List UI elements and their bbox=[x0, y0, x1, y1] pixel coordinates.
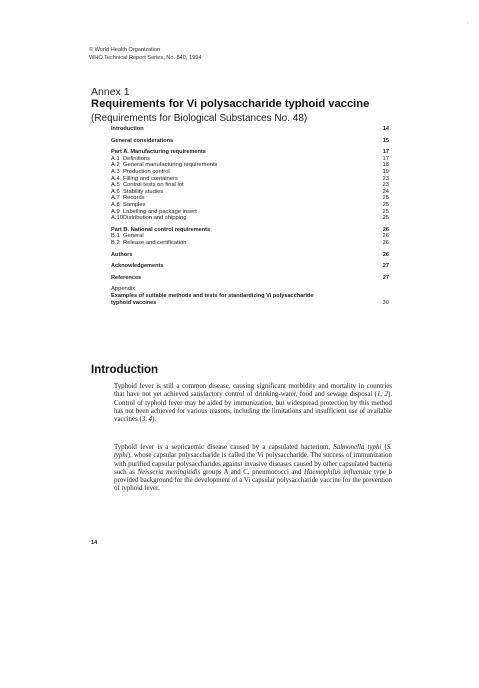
toc-entry-page: 17 bbox=[382, 149, 389, 156]
toc-entry-label: Authors bbox=[111, 251, 133, 258]
toc-entry-label: References bbox=[111, 274, 142, 281]
table-of-contents bbox=[111, 126, 389, 307]
toc-entry-page: 14 bbox=[382, 126, 389, 132]
annex-title bbox=[91, 98, 411, 125]
toc-entry bbox=[111, 263, 389, 270]
toc-entry-number: A.8 bbox=[111, 201, 120, 208]
toc-entry bbox=[111, 233, 389, 240]
appendix-title-line2: typhoid vaccines bbox=[111, 300, 157, 307]
toc-entry bbox=[111, 195, 389, 202]
toc-entry-label: Part A. Manufacturing requirements bbox=[111, 149, 206, 156]
toc-entry-page: 18 bbox=[382, 162, 389, 169]
toc-appendix bbox=[111, 286, 389, 307]
toc-entry-page: 23 bbox=[382, 182, 389, 189]
body-paragraph-2: Typhoid fever is a septicaemic disease caused by a capsulated bacterium, Salmonella typhi (S. typhi), whose capsular polysaccharide is called the Vi polysaccharide. The success of immunization with purified capsular polysaccharides against invasive diseases caused by other capsulated bacteria such as Neisseria meningitidis groups A and C, pneumococci and Haemophilus influenzae type b provided background for the development of a Vi capsular polysaccharide vaccine for the prevention of typhoid fever. bbox=[114, 444, 392, 493]
body-paragraph-1: Typhoid fever is still a common disease, causing significant morbidity and mortality in countries that have not yet achieved satisfactory control of drinking-water, food and sewage disposal (1, 2). Control of typhoid fever may be aided by immunization, but widespread protection by this method has not been achieved for various reasons, including the limitations and insufficient use of available vaccines (3, 4). bbox=[114, 383, 392, 424]
annex-title-text: Requirements for Vi polysaccharide typhoid vaccine bbox=[91, 98, 370, 110]
toc-entry-page: 17 bbox=[382, 155, 389, 162]
annex-subtitle: (Requirements for Biological Substances No. 48) bbox=[91, 112, 308, 124]
toc-entry-page: 25 bbox=[382, 208, 389, 215]
toc-entry-page: 25 bbox=[382, 195, 389, 202]
toc-entry-page: 25 bbox=[382, 201, 389, 208]
toc-entry-page: 27 bbox=[382, 263, 389, 270]
toc-entry-label: Definitions bbox=[123, 155, 151, 162]
toc-entry bbox=[111, 138, 389, 145]
toc-entry-number: A.7 bbox=[111, 195, 120, 202]
toc-entry bbox=[111, 209, 389, 216]
toc-entry-number: B.1 bbox=[111, 233, 120, 240]
series-line: WHO Technical Report Series, No. 840, 1994 bbox=[89, 55, 202, 61]
toc-entry-page: 26 bbox=[382, 226, 389, 233]
toc-entry-label: Part B. National control requirements bbox=[111, 226, 211, 233]
toc-entry-label: General bbox=[123, 233, 144, 240]
toc-entry-page: 26 bbox=[382, 233, 389, 240]
toc-entry-label: General manufacturing requirements bbox=[123, 162, 218, 169]
toc-entry-page: 23 bbox=[382, 175, 389, 182]
toc-entry bbox=[111, 202, 389, 209]
toc-entry bbox=[111, 169, 389, 176]
toc-entry bbox=[111, 176, 389, 183]
toc-entry bbox=[111, 275, 389, 282]
toc-entry-label: Stability studies bbox=[123, 188, 164, 195]
annex-label: Annex 1 bbox=[91, 86, 130, 98]
toc-entry bbox=[111, 252, 389, 259]
toc-entry-label: Production control bbox=[123, 168, 170, 175]
appendix-title-line1: Examples of suitable methods and tests for standardizing Vi polysaccharide bbox=[111, 293, 314, 300]
appendix-page-number: 30 bbox=[382, 300, 389, 307]
toc-entry-label: General considerations bbox=[111, 137, 174, 144]
toc-entry-number: A.5 bbox=[111, 182, 120, 189]
toc-entry-label: Records bbox=[123, 195, 145, 202]
toc-entry-page: 25 bbox=[382, 215, 389, 222]
toc-entry-page: 19 bbox=[382, 168, 389, 175]
toc-entry-number: A.2 bbox=[111, 162, 120, 169]
toc-entry-number: A.4 bbox=[111, 175, 120, 182]
toc-entry-label: Release and certification bbox=[123, 239, 187, 246]
copyright-line: © World Health Organization bbox=[89, 47, 161, 53]
toc-entry bbox=[111, 182, 389, 189]
corner-mark: ′ bbox=[467, 22, 469, 29]
toc-entry-number: B.2 bbox=[111, 239, 120, 246]
toc-entry bbox=[111, 189, 389, 196]
toc-entry-label: Samples bbox=[123, 201, 146, 208]
toc-entry bbox=[111, 126, 389, 133]
toc-entry-page: 27 bbox=[382, 274, 389, 281]
toc-entry-number: A.3 bbox=[111, 168, 120, 175]
toc-entry bbox=[111, 156, 389, 163]
toc-entry-number: A.1 bbox=[111, 155, 120, 162]
toc-entry-label: Filling and containers bbox=[123, 175, 178, 182]
toc-entry-page: 24 bbox=[382, 188, 389, 195]
toc-entry-number: A.6 bbox=[111, 188, 120, 195]
toc-entry-page: 15 bbox=[382, 137, 389, 144]
appendix-label: Appendix bbox=[111, 286, 136, 293]
toc-entry-label: Control tests on final lot bbox=[123, 182, 184, 189]
toc-entry-page: 26 bbox=[382, 239, 389, 246]
page-number: 14 bbox=[91, 540, 98, 546]
toc-entry-number: A.9 bbox=[111, 208, 120, 215]
toc-entry-label: Distribution and shipping bbox=[123, 215, 187, 222]
toc-entry bbox=[111, 149, 389, 156]
toc-entry bbox=[111, 227, 389, 234]
toc-entry bbox=[111, 215, 389, 222]
toc-entry bbox=[111, 162, 389, 169]
toc-entry-label: Acknowledgements bbox=[111, 263, 164, 270]
toc-entry-number: A.10 bbox=[111, 215, 123, 222]
section-heading: Introduction bbox=[91, 364, 159, 376]
toc-entry bbox=[111, 240, 389, 247]
copyright-block bbox=[89, 46, 201, 62]
toc-entry-page: 26 bbox=[382, 251, 389, 258]
toc-entry-label: Introduction bbox=[111, 126, 144, 132]
toc-entry-label: Labelling and package insert bbox=[123, 208, 197, 215]
